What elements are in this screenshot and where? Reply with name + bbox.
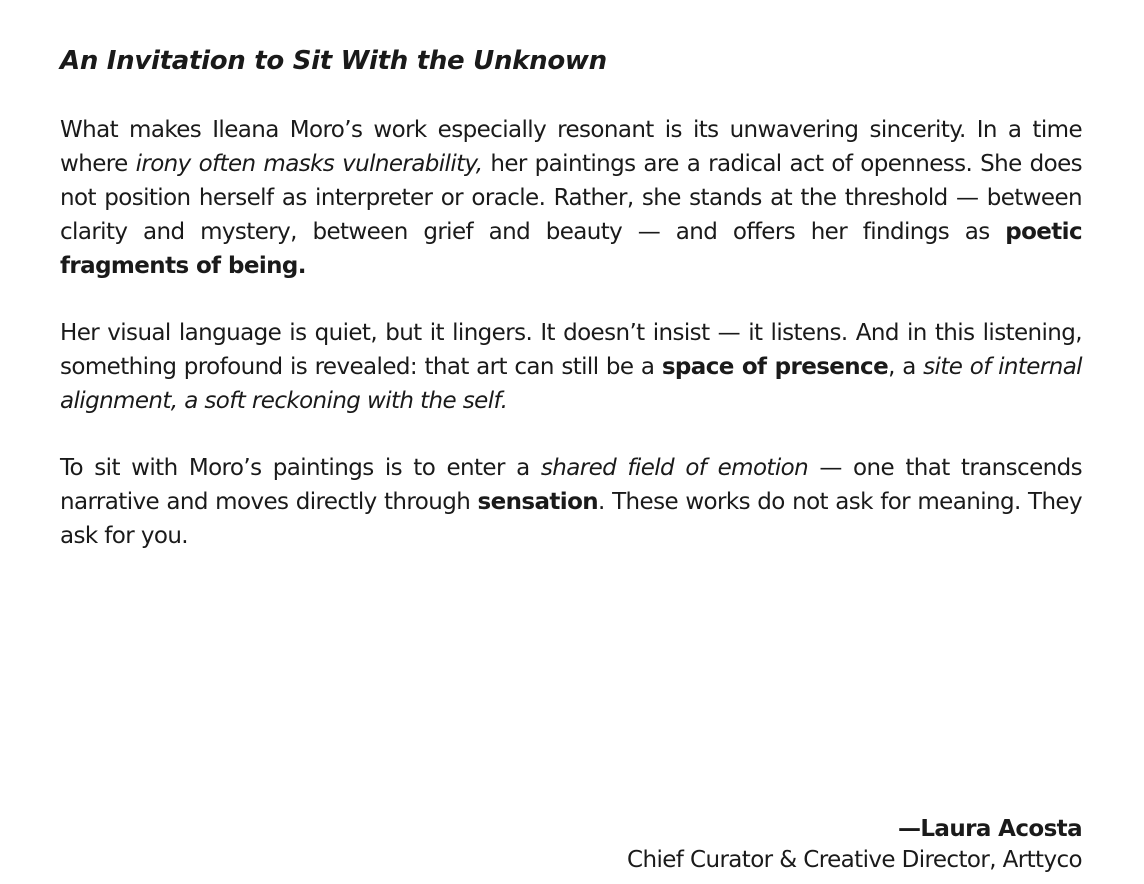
paragraph-3-text-1: To sit with Moro’s paintings is to enter a bbox=[60, 455, 541, 481]
paragraph-1-bold-phrase: poetic fragments of being. bbox=[60, 219, 1082, 279]
paragraph-1-text-1: What makes Ileana Moro’s work especially resonant is its unwavering sincerity. In a time where bbox=[60, 117, 1082, 177]
paragraph-1-italic-phrase: irony often masks vulnerability, bbox=[135, 151, 483, 177]
paragraph-2 bbox=[60, 316, 1082, 418]
paragraph-3-italic-phrase: shared field of emotion bbox=[540, 455, 809, 481]
paragraph-3 bbox=[60, 451, 1082, 553]
paragraph-3-text-2: — one that transcends narrative and moves directly through bbox=[60, 455, 1082, 515]
section-title: An Invitation to Sit With the Unknown bbox=[60, 46, 607, 76]
paragraph-1 bbox=[60, 113, 1082, 283]
paragraph-1-text-2: her paintings are a radical act of openness. She does not position herself as interpreter or oracle. Rather, she stands at the threshold — between clarity and mystery, between grief and beauty — and offers her findings as bbox=[60, 151, 1083, 245]
paragraph-2-text-2: , a bbox=[888, 354, 924, 380]
signature-role: Chief Curator & Creative Director, Arttyco bbox=[627, 847, 1082, 873]
signature-block bbox=[627, 814, 1082, 876]
document-page bbox=[60, 0, 1082, 884]
paragraph-2-bold-phrase: space of presence bbox=[661, 354, 889, 380]
paragraph-2-italic-phrase: site of internal alignment, a soft reckoning with the self. bbox=[60, 354, 1082, 414]
paragraph-2-text-1: Her visual language is quiet, but it lingers. It doesn’t insist — it listens. And in this listening, something profound is revealed: that art can still be a bbox=[60, 320, 1082, 380]
signature-name: —Laura Acosta bbox=[897, 816, 1082, 842]
paragraph-3-bold-phrase: sensation bbox=[477, 489, 599, 515]
paragraph-3-text-3: . These works do not ask for meaning. They ask for you. bbox=[60, 489, 1082, 549]
